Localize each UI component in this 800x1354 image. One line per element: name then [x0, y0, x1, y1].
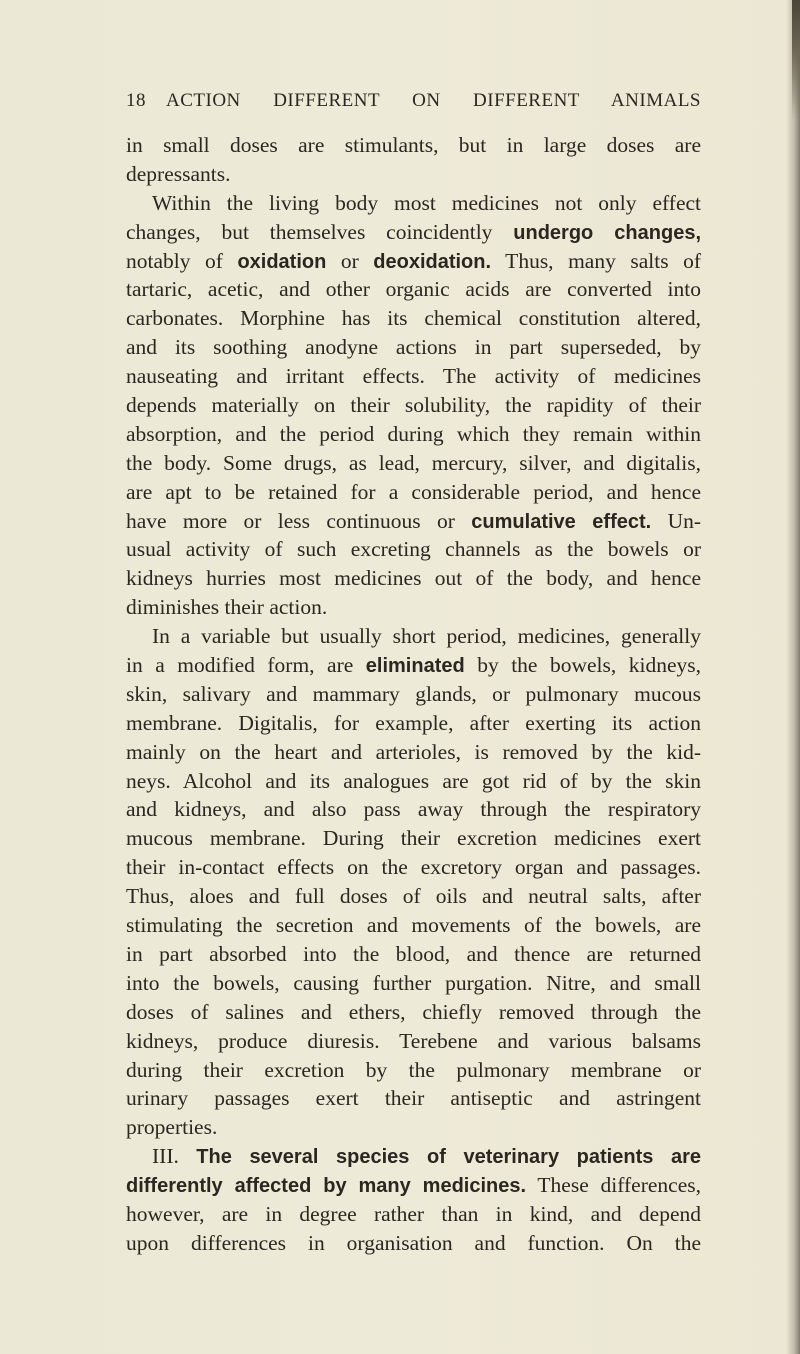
- text-line: [126, 593, 701, 622]
- text-run: urinary passages exert their antiseptic and astringent: [126, 1086, 701, 1111]
- text-line: [126, 651, 701, 680]
- text-run: in part absorbed into the blood, and thence are returned: [126, 941, 701, 966]
- text-line: [126, 795, 701, 824]
- text-run: during their excretion by the pulmonary membrane or: [126, 1057, 701, 1082]
- text-line: [126, 940, 701, 969]
- text-run: Un-: [651, 508, 702, 533]
- bold-text: undergo changes,: [513, 221, 701, 244]
- body-text: [126, 131, 701, 1258]
- text-run: have more or less continuous or: [126, 508, 472, 533]
- text-run: by the bowels, kidneys,: [464, 653, 701, 678]
- text-run: in a modified form, are: [126, 653, 366, 678]
- text-line: [126, 1229, 701, 1258]
- text-run: in small doses are stimulants, but in large doses are: [126, 133, 701, 157]
- text-line: [126, 1056, 701, 1085]
- bold-text: eliminated: [365, 655, 465, 678]
- text-line: [126, 160, 701, 189]
- text-line: [126, 420, 701, 449]
- text-line: [126, 304, 701, 333]
- page-edge-shadow: [786, 0, 800, 1354]
- text-run: or: [326, 248, 374, 273]
- running-head: [126, 88, 701, 114]
- text-run: III.: [152, 1144, 197, 1169]
- text-line: [126, 478, 701, 507]
- text-run: their in-contact effects on the excretory organ and passages.: [126, 855, 701, 880]
- text-line: [126, 680, 701, 709]
- text-line: [126, 1200, 701, 1229]
- text-run: mucous membrane. During their excretion medicines exert: [126, 826, 701, 851]
- text-line: [126, 275, 701, 304]
- text-run: tartaric, acetic, and other organic acids are converted into: [126, 277, 701, 302]
- text-line: [126, 969, 701, 998]
- page-edge-mark: [792, 0, 800, 120]
- text-line: [126, 535, 701, 564]
- text-run: kidneys, produce diuresis. Terebene and various balsams: [126, 1028, 701, 1053]
- text-line: [126, 189, 701, 218]
- text-run: and its soothing anodyne actions in part superseded, by: [126, 335, 701, 360]
- text-run: notably of: [126, 248, 238, 273]
- text-line: [126, 738, 701, 767]
- text-run: and kidneys, and also pass away through the respiratory: [126, 797, 701, 822]
- text-run: are apt to be retained for a considerable period, and hence: [126, 479, 701, 504]
- text-run: changes, but themselves coincidently: [126, 219, 514, 244]
- text-run: depends materially on their solubility, the rapidity of their: [126, 393, 701, 418]
- text-run: mainly on the heart and arterioles, is removed by the kid-: [126, 739, 701, 764]
- text-line: [126, 564, 701, 593]
- text-run: Thus, many salts of: [491, 248, 701, 273]
- text-line: [126, 824, 701, 853]
- text-run: absorption, and the period during which they remain within: [126, 421, 701, 446]
- bold-text: cumulative effect.: [471, 510, 652, 533]
- text-line: [126, 1142, 701, 1171]
- text-run: membrane. Digitalis, for example, after exerting its action: [126, 710, 701, 735]
- text-line: [126, 622, 701, 651]
- running-head-title: ACTION DIFFERENT ON DIFFERENT ANIMALS: [166, 90, 701, 111]
- text-line: [126, 449, 701, 478]
- text-run: stimulating the secretion and movements of the bowels, are: [126, 913, 701, 938]
- text-line: [126, 1027, 701, 1056]
- text-line: [126, 333, 701, 362]
- text-line: [126, 507, 701, 536]
- text-line: [126, 1113, 701, 1142]
- text-line: [126, 218, 701, 247]
- bold-text: oxidation: [237, 250, 327, 273]
- text-run: diminishes their action.: [126, 595, 328, 620]
- page-number: 18: [126, 90, 146, 111]
- text-run: properties.: [126, 1115, 218, 1140]
- text-line: [126, 882, 701, 911]
- text-line: [126, 1084, 701, 1113]
- text-run: neys. Alcohol and its analogues are got rid of by the skin: [126, 768, 701, 793]
- text-run: These differences,: [526, 1173, 701, 1198]
- text-line: [126, 911, 701, 940]
- text-line: [126, 247, 701, 276]
- text-run: Thus, aloes and full doses of oils and neutral salts, after: [126, 884, 701, 909]
- text-run: however, are in degree rather than in kind, and depend: [126, 1201, 701, 1226]
- text-line: [126, 767, 701, 796]
- text-run: skin, salivary and mammary glands, or pulmonary mucous: [126, 681, 701, 706]
- text-run: In a variable but usually short period, medicines, generally: [152, 624, 701, 649]
- text-run: into the bowels, causing further purgation. Nitre, and small: [126, 970, 701, 995]
- text-line: [126, 853, 701, 882]
- bold-text: The several species of veterinary patients are: [196, 1146, 701, 1169]
- text-line: [126, 362, 701, 391]
- text-run: usual activity of such excreting channels as the bowels or: [126, 537, 701, 562]
- text-run: nauseating and irritant effects. The activity of medicines: [126, 364, 701, 389]
- text-run: carbonates. Morphine has its chemical constitution altered,: [126, 306, 701, 331]
- text-line: [126, 998, 701, 1027]
- text-run: doses of salines and ethers, chiefly removed through the: [126, 999, 701, 1024]
- text-run: Within the living body most medicines not only effect: [152, 190, 701, 215]
- text-run: depressants.: [126, 161, 231, 186]
- text-run: the body. Some drugs, as lead, mercury, silver, and digitalis,: [126, 450, 701, 475]
- text-run: kidneys hurries most medicines out of the body, and hence: [126, 566, 701, 591]
- bold-text: differently affected by many medicines.: [126, 1175, 527, 1198]
- text-run: upon differences in organisation and function. On the: [126, 1230, 701, 1255]
- text-line: [126, 709, 701, 738]
- text-line: [126, 391, 701, 420]
- bold-text: deoxidation.: [373, 250, 492, 273]
- text-line: [126, 131, 701, 160]
- text-line: [126, 1171, 701, 1200]
